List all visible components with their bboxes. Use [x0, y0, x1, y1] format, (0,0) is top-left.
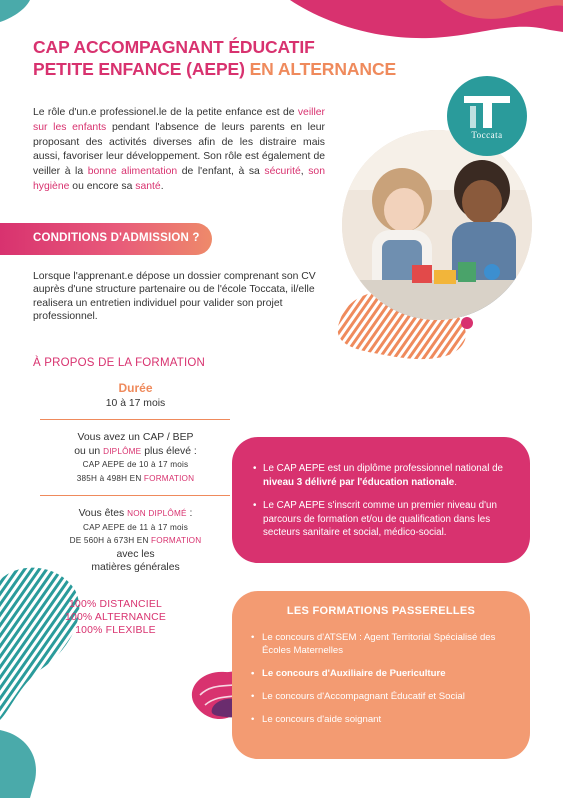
formation-heading: À PROPOS DE LA FORMATION	[33, 357, 206, 369]
intro-highlight: santé	[135, 180, 161, 192]
cap-diplome-label: DIPLÔME	[103, 446, 142, 456]
intro-text: ou encore sa	[69, 180, 136, 192]
cap-duration: CAP AEPE de 10 à 17 mois	[82, 460, 189, 470]
diplome-bullet-strong: niveau 3 délivré par l'éducation nationale	[263, 476, 455, 488]
diplome-bullet: • Le CAP AEPE s'inscrit comme un premier niveau d'un parcours de formation et/ou de qualification dans les secteurs sanitaire et social, médico-social.	[254, 499, 522, 540]
page-title	[33, 36, 396, 80]
intro-text: pendant l'absence de leurs parents en leur proposant des activités diverses afin de les distraire mais aussi, favoriser leur développement. Son rôle est également de veiller à la	[33, 121, 325, 178]
diplome-bullet-text: Le CAP AEPE est un diplôme professionnel national de	[263, 463, 503, 474]
nodip-line: matières générales	[91, 562, 180, 574]
intro-text: Le rôle d'un.e professionel.le de la petite enfance est de	[33, 107, 298, 118]
intro-text: ,	[300, 166, 309, 178]
nodip-line: :	[186, 508, 193, 519]
title-line-2: PETITE ENFANCE (AEPE)	[33, 59, 245, 79]
passerelle-item: • Le concours d'Accompagnant Éducatif et Social	[252, 690, 522, 703]
divider	[40, 419, 230, 420]
top-left-blob	[0, 0, 40, 30]
duree-label: Durée	[118, 381, 153, 395]
title-line-1: CAP ACCOMPAGNANT ÉDUCATIF	[33, 37, 315, 57]
passerelles-heading: LES FORMATIONS PASSERELLES	[286, 605, 476, 617]
cap-line: Vous avez un CAP / BEP	[77, 432, 194, 443]
intro-highlight: son hygiène	[33, 166, 325, 192]
children-playing-photo	[342, 130, 532, 320]
cap-hours: EN	[129, 473, 142, 483]
nodip-formation-label: FORMATION	[148, 536, 202, 546]
divider	[40, 495, 230, 496]
mode-flexible: 100% FLEXIBLE	[75, 625, 156, 636]
nodip-label: NON DIPLÔMÉ	[127, 509, 187, 518]
intro-highlight: veiller sur les enfants	[33, 107, 325, 133]
cap-line: plus élevé :	[141, 445, 197, 457]
diplome-bullet-text: .	[454, 476, 457, 488]
passerelles-box	[232, 591, 530, 759]
duree-value: 10 à 17 mois	[105, 398, 166, 409]
formation-modes	[33, 598, 198, 637]
toccata-logo	[447, 76, 527, 156]
toccata-logo-icon	[460, 92, 514, 130]
non-diplome-block	[33, 507, 238, 575]
nodip-line: Vous êtes	[78, 508, 128, 519]
cap-line: ou un	[74, 445, 104, 457]
pink-dot	[460, 316, 474, 330]
passerelle-item: • Le concours d'Auxiliaire de Puericulture	[252, 667, 522, 680]
cap-bep-block	[33, 431, 238, 485]
intro-paragraph	[33, 106, 325, 195]
nodip-duration: CAP AEPE de 11 à 17 mois	[82, 522, 189, 532]
mode-alternance: 100% ALTERNANCE	[65, 612, 166, 623]
admission-heading: CONDITIONS D'ADMISSION ?	[33, 232, 200, 244]
admission-text: Lorsque l'apprenant.e dépose un dossier comprenant son CV auprès d'une structure partenaire ou de l'école Toccata, il/elle realisera un entretien individuel pour valider son projet professionnel.	[33, 271, 316, 323]
intro-highlight: sécurité	[264, 166, 301, 178]
diplome-info-box	[232, 437, 530, 563]
toccata-logo-text: Toccata	[471, 130, 503, 140]
nodip-hours: DE 560H à 673H	[69, 536, 137, 546]
diplome-bullet	[254, 462, 522, 489]
intro-text: de l'enfant, à sa	[177, 166, 265, 178]
stripes-blob-left	[0, 560, 90, 798]
nodip-hours: EN	[136, 536, 149, 546]
passerelle-item: • Le concours d'ATSEM : Agent Territorial Spécialisé des Écoles Maternelles	[252, 631, 522, 657]
title-alternance: EN ALTERNANCE	[249, 59, 397, 79]
intro-highlight: bonne alimentation	[87, 166, 178, 178]
intro-text: .	[160, 180, 164, 192]
mode-distanciel: 100% DISTANCIEL	[69, 599, 162, 610]
nodip-line: avec les	[116, 548, 155, 560]
admission-heading-pill	[0, 223, 212, 255]
cap-formation-label: FORMATION	[141, 473, 195, 483]
passerelle-item: • Le concours d'aide soignant	[252, 713, 522, 726]
cap-hours: 385H à 498H	[76, 473, 130, 483]
